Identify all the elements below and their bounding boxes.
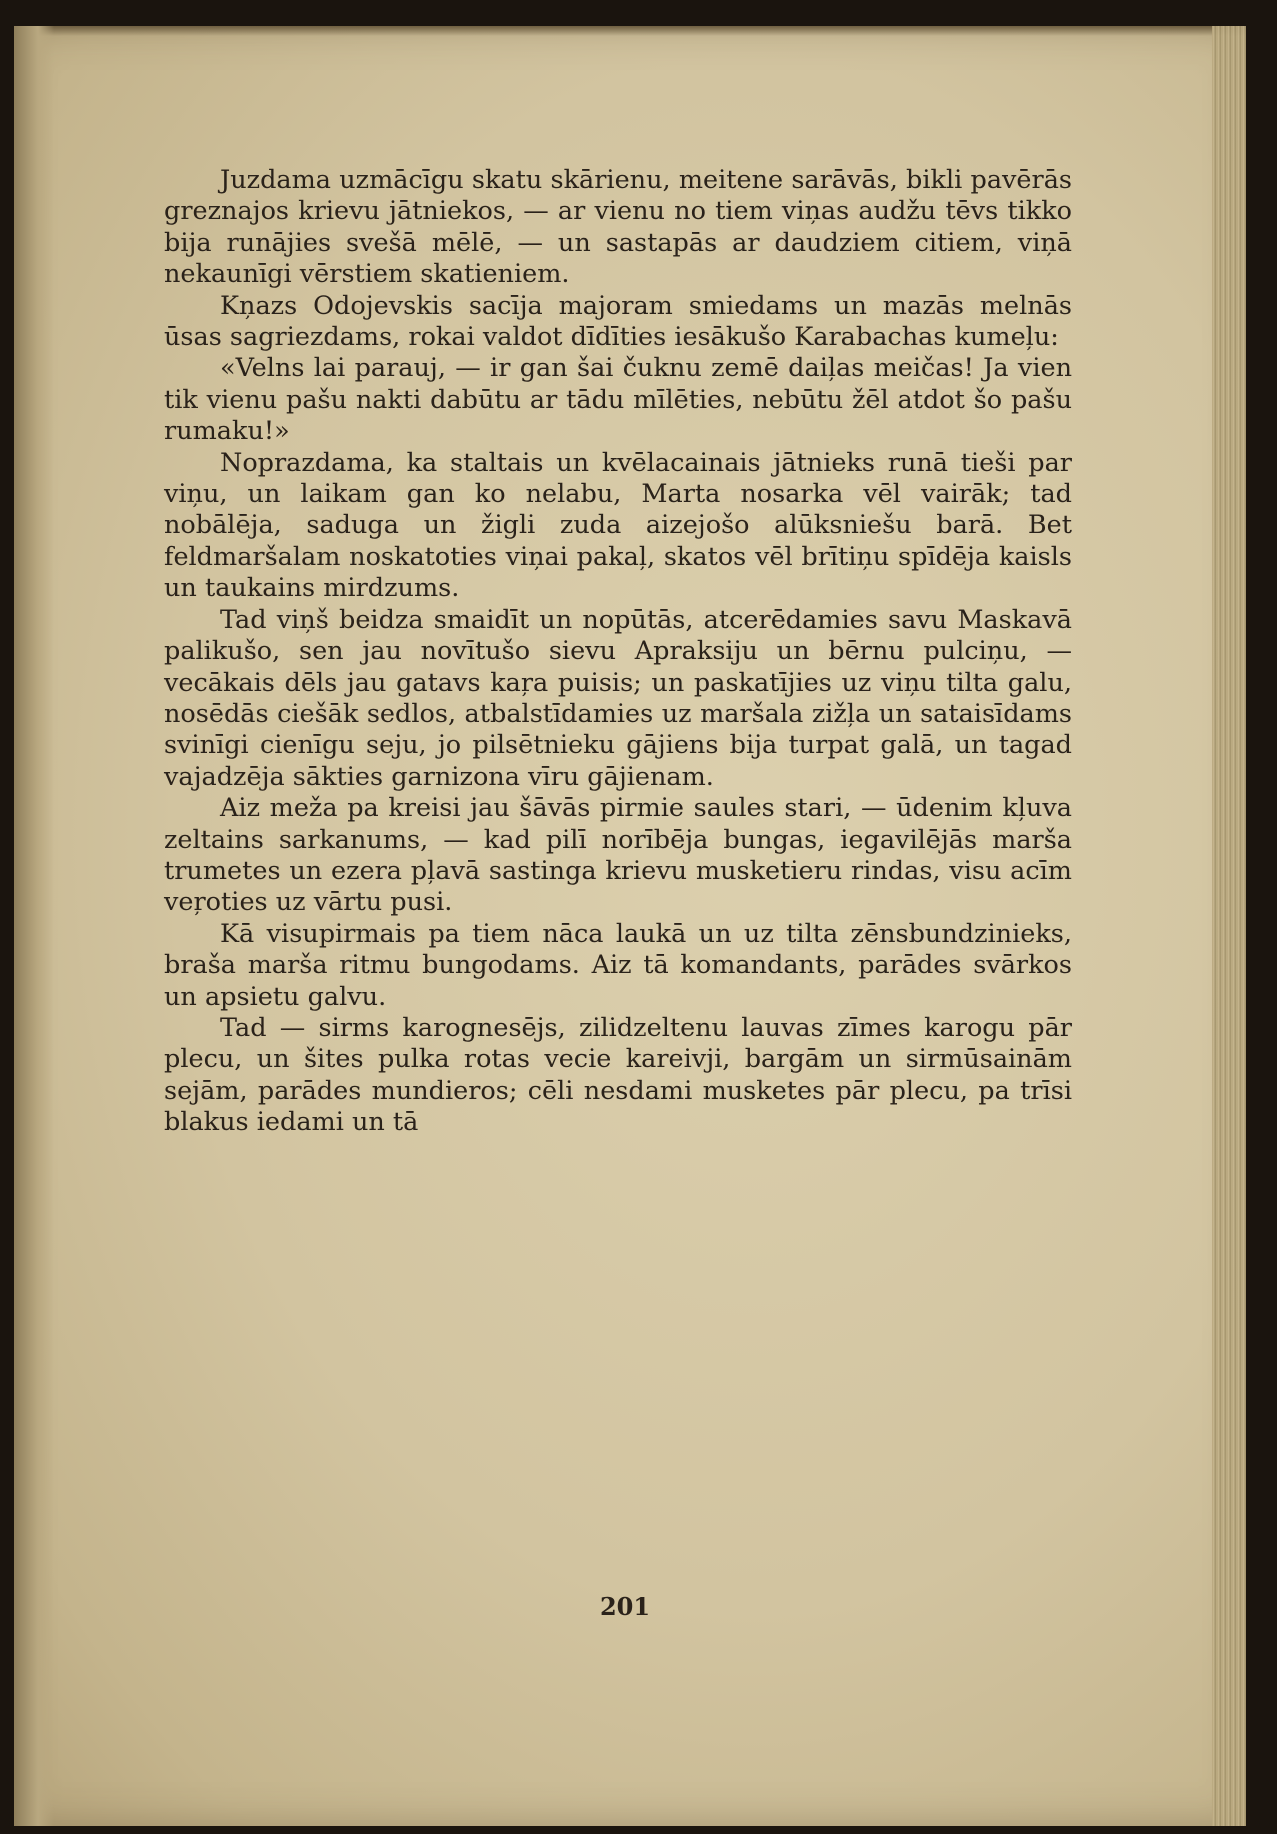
page-number: 201 [599,1592,651,1621]
paragraph: Juzdama uzmācīgu skatu skārienu, meitene sarāvās, bikli pavērās greznajos krievu jātniekos, — ar vienu no tiem viņas audžu tēvs tikko bija runājies svešā mēlē, — un sastapās ar daudziem citiem, viņā nekaunīgi vērstiem skatieniem. [164,165,1072,290]
page-gutter [14,26,54,1826]
paragraph: Kņazs Odojevskis sacīja majoram smiedams un mazās melnās ūsas sagriezdams, rokai valdot dīdīties iesākušo Karabachas kumeļu: [164,290,1072,353]
paragraph: Tad — sirms karognesējs, zilidzeltenu lauvas zīmes karogu pār plecu, un šites pulka rotas vecie kareivji, bargām un sirmūsainām sejām, parādes mundieros; cēli nesdami musketes pār plecu, pa trīsi blakus iedami un tā [164,1012,1072,1138]
paragraph: Tad viņš beidza smaidīt un nopūtās, atcerēdamies savu Maskavā palikušo, sen jau novītušo sievu Apraksiju un bērnu pulciņu, — vecākais dēls jau gatavs kaŗa puisis; un paskatījies uz viņu tilta galu, nosēdās ciešāk sedlos, atbalstīdamies uz maršala zižļa un sataisīdams svinīgi cienīgu seju, jo pilsētnieku gājiens bija turpat galā, un tagad vajadzēja sākties garnizona vīru gājienam. [164,604,1072,792]
page-top-shadow [14,26,1246,36]
body-text [164,165,1072,1139]
paragraph: Kā visupirmais pa tiem nāca laukā un uz tilta zēnsbundzinieks, braša marša ritmu bungodams. Aiz tā komandants, parādes svārkos un apsietu galvu. [164,918,1072,1012]
page-edges [1212,26,1246,1826]
paragraph: «Velns lai parauj, — ir gan šai čuknu zemē daiļas meičas! Ja vien tik vienu pašu nakti dabūtu ar tādu mīlēties, nebūtu žēl atdot šo pašu rumaku!» [164,353,1072,447]
paragraph: Aiz meža pa kreisi jau šāvās pirmie saules stari, — ūdenim kļuva zeltains sarkanums, — kad pilī norībēja bungas, iegavilējās marša trumetes un ezera pļavā sastinga krievu musketieru rindas, visu acīm veŗoties uz vārtu pusi. [164,793,1072,918]
paragraph: Noprazdama, ka staltais un kvēlacainais jātnieks runā tieši par viņu, un laikam gan ko nelabu, Marta nosarka vēl vairāk; tad nobālēja, saduga un žigli zuda aizejošo alūksniešu barā. Bet feldmaršalam noskatoties viņai pakaļ, skatos vēl brītiņu spīdēja kaisls un taukains mirdzums. [164,447,1072,604]
